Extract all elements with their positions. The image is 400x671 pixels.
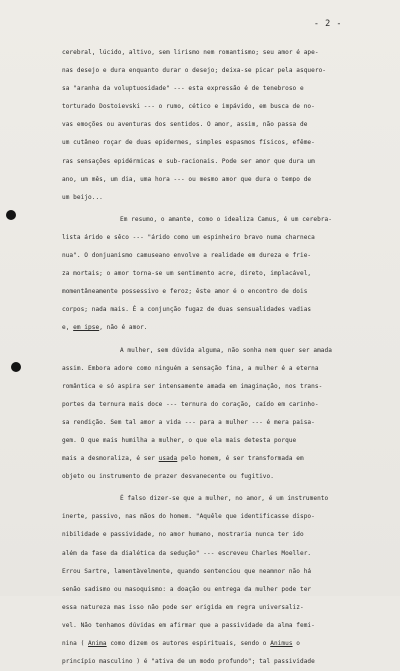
- text-line: [62, 635, 392, 653]
- text-line: um cutâneo roçar de duas epidermes, simples espasmos físicos, efême-: [62, 139, 315, 147]
- text-line: nua". O donjuanismo camuseano envolve a realidade em dureza e frie-: [62, 252, 312, 260]
- text-line: romântica e só aspira ser intensamente amada em imaginação, nos trans-: [62, 382, 323, 390]
- underlined-phrase: em ipse: [73, 324, 100, 332]
- text-line: momentâneamente possessivo e feroz; êste amor é o encontro de dois: [62, 288, 308, 296]
- text-line: sa rendição. Sem tal amor a vida --- para a mulher --- é mera paisa-: [62, 418, 315, 426]
- text-fragment: nina (: [62, 640, 89, 647]
- paragraph-start: Em resumo, o amante, como o idealiza Camus, é um cerebra-: [120, 215, 332, 223]
- text-line: cerebral, lúcido, altivo, sem lirismo nem romantismo; seu amor é ape-: [62, 49, 319, 56]
- paragraph-start: É falso dizer-se que a mulher, no amor, é um instrumento: [120, 495, 329, 503]
- text-fragment: e,: [62, 324, 74, 332]
- text-line: vel. Não tenhamos dúvidas em afirmar que a passividade da alma femi-: [62, 621, 315, 629]
- punch-hole-top: [6, 210, 16, 220]
- text-fragment: o: [292, 640, 300, 647]
- text-line: ras sensações epidérmicas e sub-racionais. Pode ser amor que dura um: [62, 157, 315, 165]
- text-line: ano, um mês, um dia, uma hora --- ou mesmo amor que dura o tempo de: [62, 175, 312, 183]
- text-line: vas emoções ou aventuras dos sentidos. O amor, assim, não passa de: [62, 121, 308, 129]
- text-line: assim. Embora adore como ninguém a sensação fina, a mulher é a eterna: [62, 364, 319, 372]
- text-fragment: , não é amor.: [99, 324, 148, 332]
- text-line: além da fase da dialética da sedução" --- escreveu Charles Moeller.: [62, 549, 312, 557]
- text-line: portes da ternura mais doce --- ternura do coração, caído em carinho-: [62, 400, 319, 408]
- text-line: objeto ou instrumento de prazer desvanecente ou fugitivo.: [62, 473, 274, 481]
- paragraph-start: A mulher, sem dúvida alguma, não sonha nem quer ser amada: [120, 346, 332, 354]
- text-line: gem. O que mais humilha a mulher, o que ela mais detesta porque: [62, 436, 297, 444]
- body-text: [62, 44, 392, 671]
- text-line: sa "aranha da voluptuosidade" --- esta expressão é de tenebroso e: [62, 85, 304, 93]
- text-line: torturado Dostoievski --- o rumo, cético e impávido, em busca de no-: [62, 103, 315, 111]
- text-line: [62, 319, 392, 337]
- page-number: - 2 -: [313, 19, 342, 29]
- text-fragment: como dizem os autores espirituais, sendo o: [106, 640, 271, 647]
- text-line: nibilidade e passividade, no amor humano, mostraria nunca ter ido: [62, 531, 304, 539]
- underlined-word: Animus: [270, 640, 293, 647]
- underlined-word: Anima: [88, 640, 107, 647]
- underlined-word: usada: [158, 455, 178, 463]
- text-line: senão sadismo ou masoquismo: a doação ou entrega da mulher pode ter: [62, 585, 312, 593]
- text-fragment: mais a desmoraliza, é ser: [62, 455, 159, 463]
- text-line: nas desejo e dura enquanto durar o desejo; deixa-se picar pela asquero-: [62, 67, 327, 75]
- text-line: Errou Sartre, lamentàvelmente, quando sentenciou que neamnor não há: [62, 567, 312, 575]
- text-line: corpos; nada mais. É a conjunção fugaz de duas sensualidades vadias: [62, 306, 312, 314]
- text-line: essa natureza mas isso não pode ser erigida em regra universaliz-: [62, 603, 304, 611]
- punch-hole-bottom: [11, 362, 21, 372]
- text-line: lista árido e sêco --- "árido como um espinheiro bravo numa charneca: [62, 233, 315, 241]
- text-line: za mortais; o amor torna-se um sentimento acre, direto, implacável,: [62, 270, 312, 278]
- text-fragment: pelo homem, é ser transformada em: [177, 455, 304, 463]
- text-line: [62, 450, 392, 468]
- text-line: inerte, passivo, nas mãos do homem. "Aquêle que identificasse dispo-: [62, 513, 315, 521]
- text-line: um beijo...: [62, 193, 103, 201]
- text-line: princípio masculino ) é "ativa de um modo profundo"; tal passividade: [62, 658, 315, 666]
